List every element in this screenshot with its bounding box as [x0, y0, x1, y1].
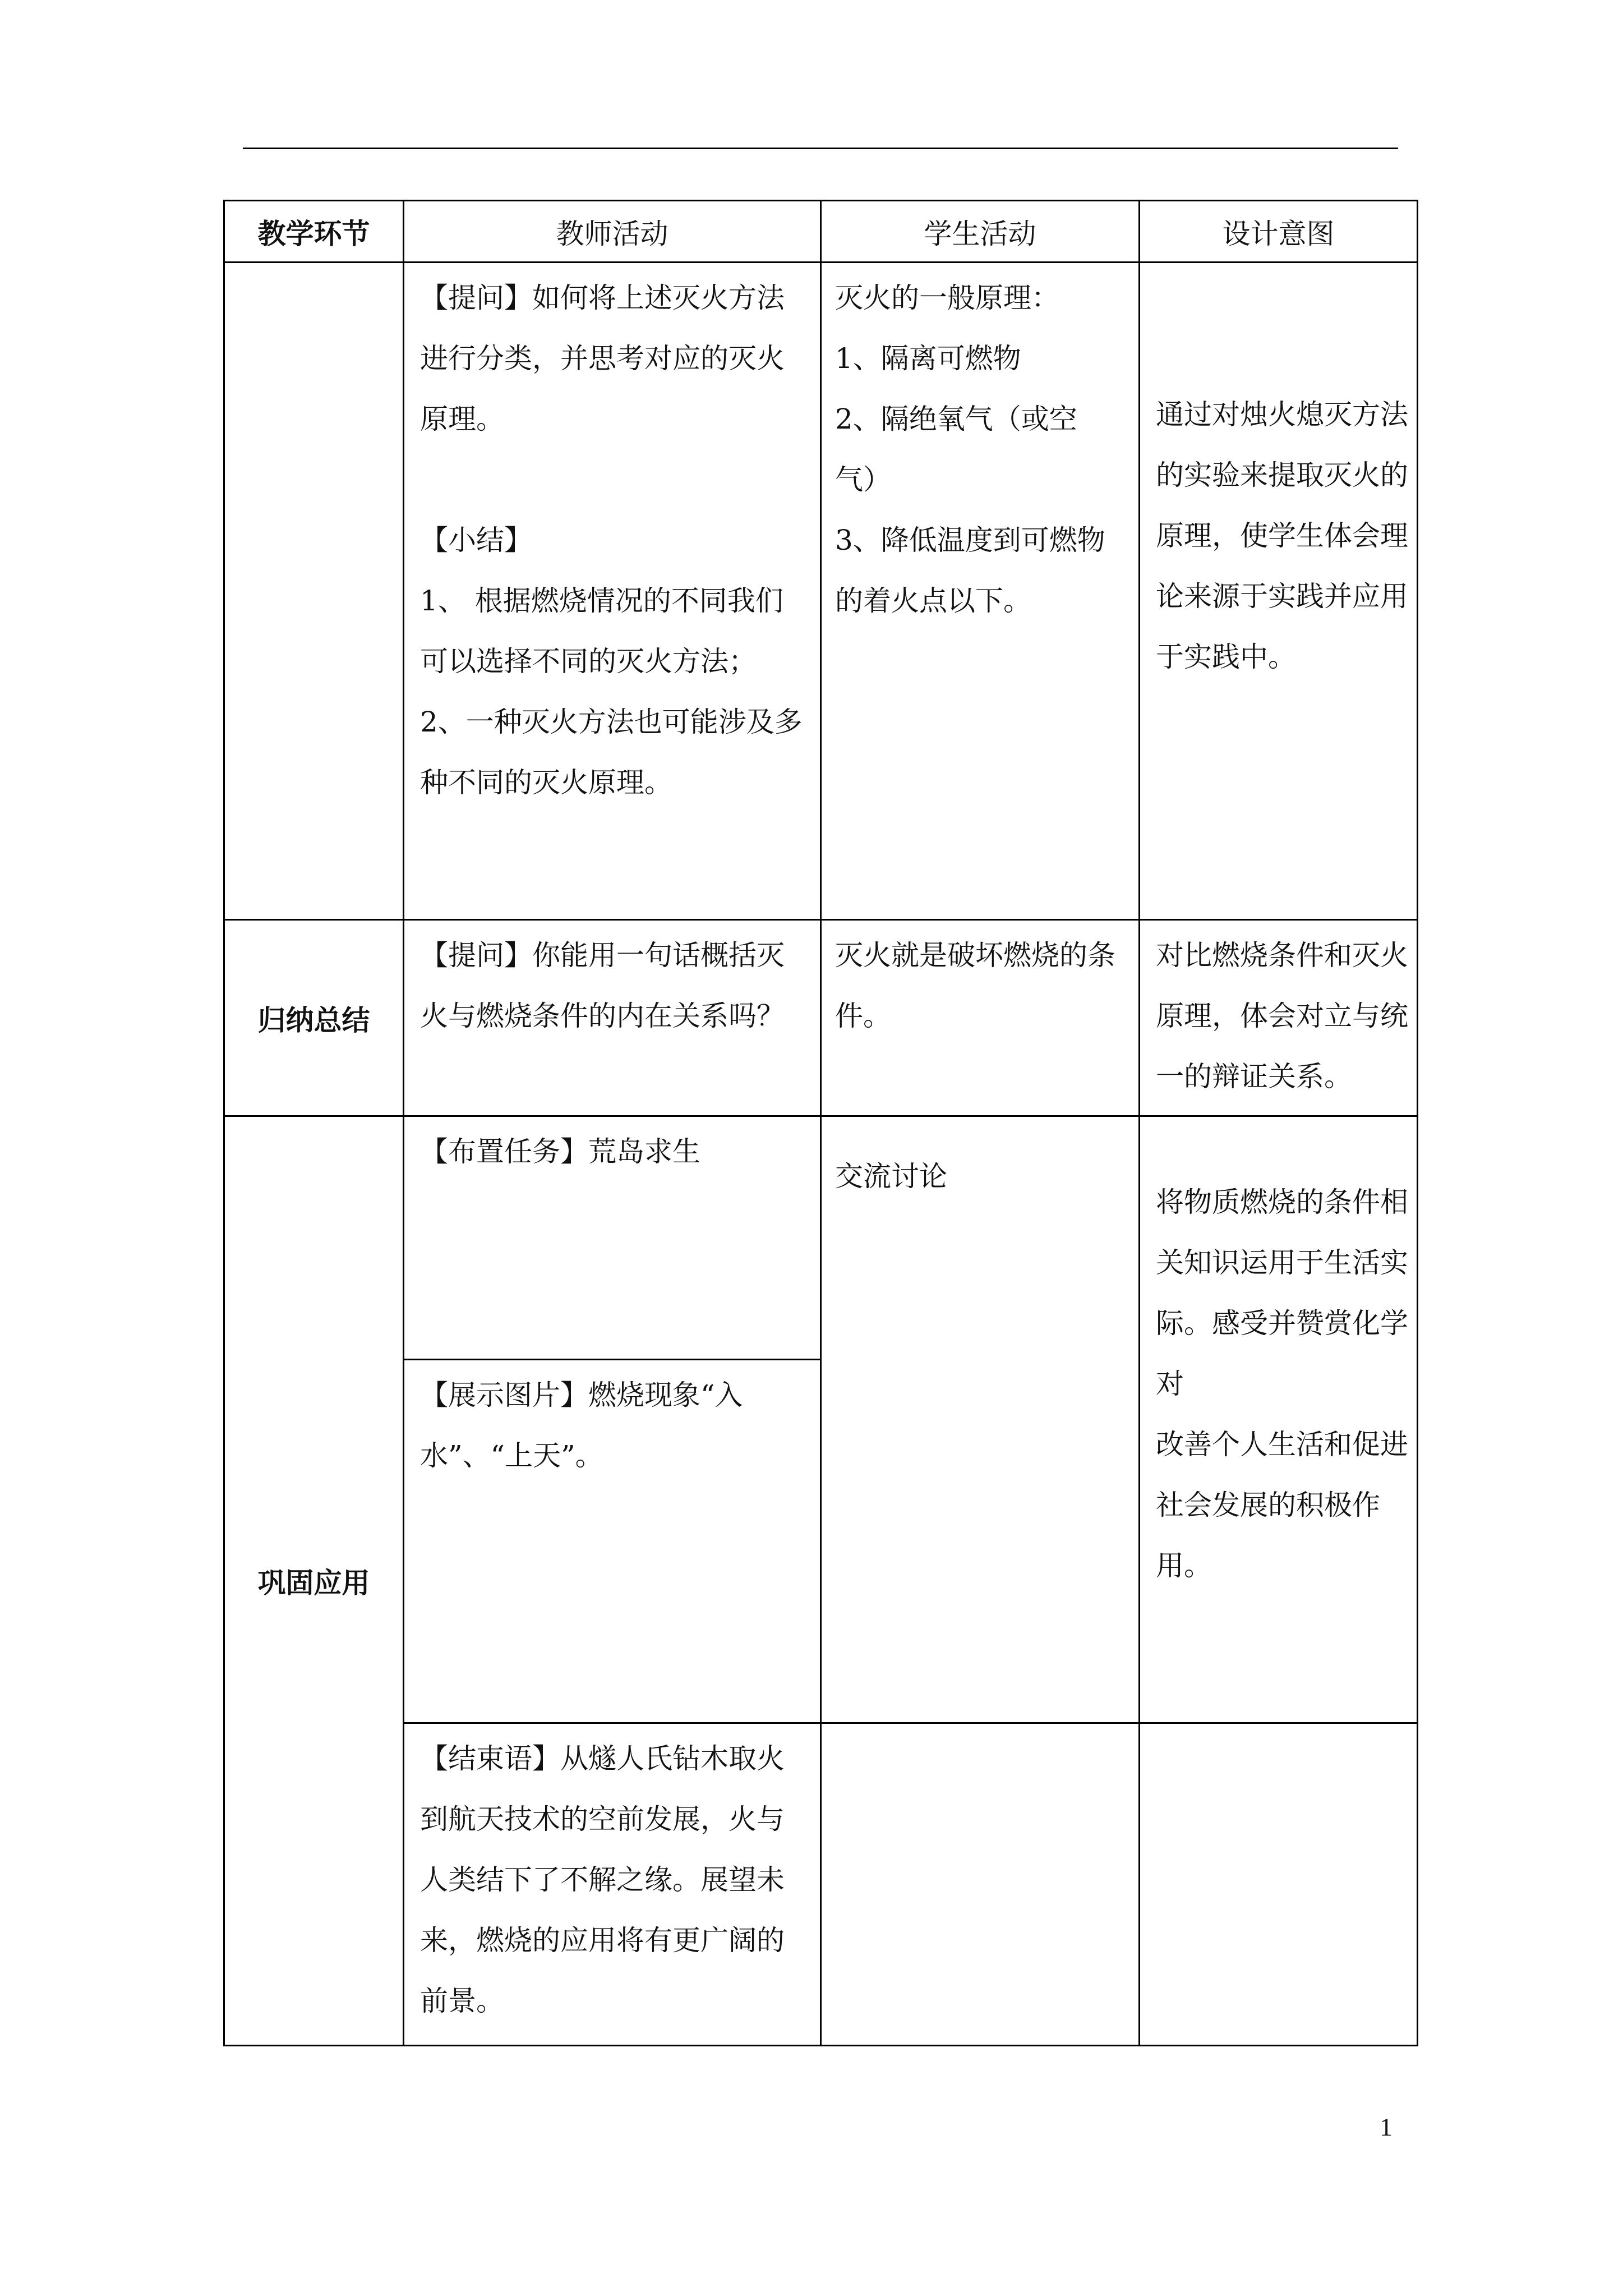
design-intent-text: 对比燃烧条件和灭火原理，体会对立与统一的辩证关系。 [1156, 939, 1408, 1093]
design-intent-cell [1140, 1116, 1418, 1723]
header-rule [243, 148, 1398, 149]
student-activity-cell [821, 1723, 1140, 2046]
table-row [224, 920, 1418, 1116]
lesson-table [223, 200, 1418, 2046]
teacher-activity-text: 【布置任务】荒岛求生 [420, 1135, 700, 1168]
teacher-activity-cell [404, 1723, 821, 2046]
student-activity-text: 灭火的一般原理： 1、隔离可燃物 2、隔绝氧气（或空气） 3、降低温度到可燃物的着火点以下。 [835, 282, 1105, 617]
design-intent-text: 将物质燃烧的条件相关知识运用于生活实际。感受并赞赏化学对 改善个人生活和促进社会发展的积极作用。 [1156, 1186, 1408, 1582]
teacher-activity-text: 【结束语】从燧人氏钻木取火到航天技术的空前发展，火与人类结下了不解之缘。展望未来，燃烧的应用将有更广阔的前景。 [420, 1742, 785, 2017]
student-activity-text: 交流讨论 [835, 1160, 947, 1193]
table-row [224, 1116, 1418, 1360]
student-activity-cell [821, 263, 1140, 920]
design-intent-cell [1140, 920, 1418, 1116]
stage-cell: 归纳总结 [224, 920, 404, 1116]
teacher-activity-cell [404, 263, 821, 920]
design-intent-cell [1140, 1723, 1418, 2046]
design-intent-cell [1140, 263, 1418, 920]
teacher-activity-text: 【提问】如何将上述灭火方法进行分类，并思考对应的灭火原理。 【小结】 1、 根据燃烧情况的不同我们可以选择不同的灭火方法； 2、一种灭火方法也可能涉及多种不同的灭火原理。 [420, 282, 803, 799]
header-student-activity: 学生活动 [821, 201, 1140, 263]
teacher-activity-cell [404, 1116, 821, 1360]
teacher-activity-text: 【提问】你能用一句话概括灭火与燃烧条件的内在关系吗？ [420, 939, 785, 1032]
student-activity-cell [821, 1116, 1140, 1723]
student-activity-text: 灭火就是破坏燃烧的条件。 [835, 939, 1115, 1032]
design-intent-text: 通过对烛火熄灭方法的实验来提取灭火的原理，使学生体会理论来源于实践并应用于实践中。 [1156, 398, 1408, 673]
teacher-activity-text: 【展示图片】燃烧现象“入水”、“上天”。 [420, 1379, 743, 1472]
stage-cell [224, 263, 404, 920]
page-number: 1 [1380, 2113, 1393, 2141]
table-row [224, 263, 1418, 920]
header-design-intent: 设计意图 [1140, 201, 1418, 263]
table-row [224, 1723, 1418, 2046]
teacher-activity-cell [404, 1360, 821, 1723]
table-header-row [224, 201, 1418, 263]
student-activity-cell [821, 920, 1140, 1116]
header-teacher-activity: 教师活动 [404, 201, 821, 263]
stage-cell: 巩固应用 [224, 1116, 404, 2046]
teacher-activity-cell [404, 920, 821, 1116]
header-teaching-stage: 教学环节 [224, 201, 404, 263]
